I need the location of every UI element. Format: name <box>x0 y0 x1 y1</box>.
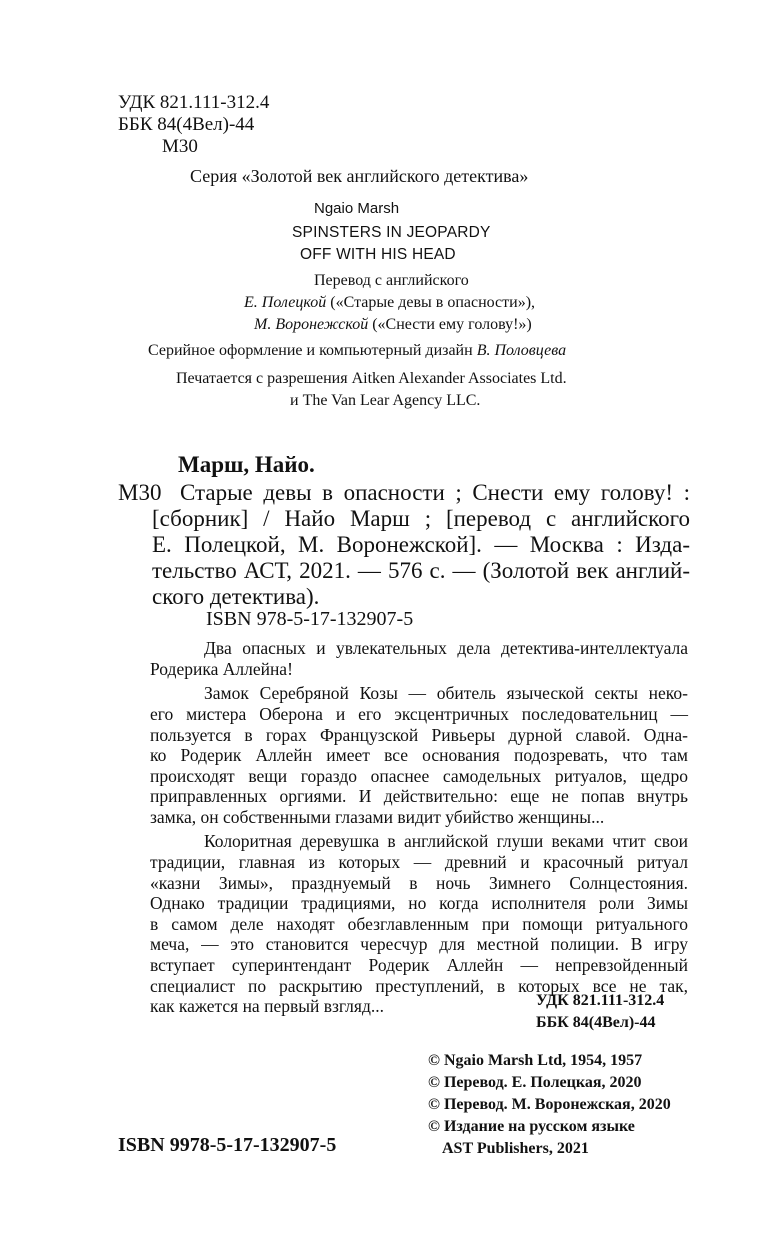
annotation-p2-first <box>204 683 688 704</box>
copyright-line-5: AST Publishers, 2021 <box>442 1140 589 1157</box>
translation-credit-2 <box>254 316 532 334</box>
permission-line-1: Печатается с разрешения Aitken Alexander Associates Ltd. <box>176 370 567 387</box>
card-author: Марш, Найо. <box>178 452 315 477</box>
annotation-p2-line-4: ко Родерик Аллейн имеет все основания подозревать, что там <box>150 745 688 766</box>
translation-credit-1 <box>244 294 535 312</box>
annotation-p2-line-6: приправленных оргиями. И действительно: еще не попав внутрь <box>150 786 688 807</box>
annotation-p3-line-4: Однако традиции традициями, но когда исполнителя роли Зимы <box>150 893 688 914</box>
translation-heading: Перевод с английского <box>314 272 469 289</box>
card-line-5: ского детектива). <box>152 584 320 609</box>
translator-1-work: («Старые девы в опасности»), <box>326 294 536 311</box>
card-code: М30 <box>118 480 162 505</box>
designer-name: В. Половцева <box>476 342 567 359</box>
author-mark-top: М30 <box>162 136 198 157</box>
annotation-p3-line-8: специалист по раскрытию преступлений, в которых все не так, <box>150 975 688 996</box>
annotation-p3-line-1: Колоритная деревушка в английской глуши веками чтит свои <box>204 831 688 851</box>
annotation-p3-line-7: вступает суперинтендант Родерик Аллейн — непревзойденный <box>150 954 688 975</box>
annotation-p2-rest <box>150 704 688 828</box>
original-author: Ngaio Marsh <box>314 200 400 217</box>
copyright-block <box>428 1050 671 1160</box>
translator-1-name: Е. Полецкой <box>244 294 327 311</box>
card-description <box>180 480 690 506</box>
annotation-p3-line-3: «казни Зимы», празднуемый в ночь Зимнего Солнцестояния. <box>150 872 688 893</box>
card-line-2: [сборник] / Найо Марш ; [перевод с английского <box>152 506 690 531</box>
copyright-line-2: © Перевод. Е. Полецкая, 2020 <box>428 1074 642 1091</box>
bbk-code-top: ББК 84(4Вел)-44 <box>118 114 255 135</box>
design-credit <box>148 342 566 360</box>
copyright-line-4: © Издание на русском языке <box>428 1118 635 1135</box>
card-line-3: Е. Полецкой, М. Воронежской]. — Москва : Изда- <box>152 532 690 557</box>
udk-code-bottom: УДК 821.111-312.4 <box>536 992 665 1009</box>
permission-line-2: и The Van Lear Agency LLC. <box>290 392 481 409</box>
bbk-code-bottom: ББК 84(4Вел)-44 <box>536 1014 656 1031</box>
annotation-p1-rest <box>150 659 688 680</box>
card-description-rest <box>152 506 690 610</box>
isbn-bottom: ISBN 9978-5-17-132907-5 <box>118 1134 337 1156</box>
udk-code-top: УДК 821.111-312.4 <box>118 92 270 113</box>
annotation-p3-line-6: меча, — это становится чересчур для местной полиции. В игру <box>150 934 688 955</box>
annotation-p3-first <box>204 831 688 852</box>
annotation-p2-line-2: его мистера Оберона и его эксцентричных последовательниц — <box>150 704 688 724</box>
annotation-p2-line-7: замка, он собственными глазами видит убийство женщины... <box>150 806 605 827</box>
series-line: Серия «Золотой век английского детектива» <box>190 166 529 186</box>
annotation-p3-line-9: как кажется на первый взгляд... <box>150 996 384 1017</box>
annotation-p2-line-5: происходят вещи гораздо опаснее самодельных ритуалов, щедро <box>150 765 688 786</box>
annotation-p1-line-2: Родерика Аллейна! <box>150 659 293 679</box>
design-label: Серийное оформление и компьютерный дизайн <box>148 342 477 359</box>
card-line-1: Старые девы в опасности ; Снести ему голову! : <box>180 480 690 505</box>
annotation-p3-line-5: в самом деле находят обезглавленным при помощи ритуального <box>150 913 688 934</box>
translator-2-work: («Снести ему голову!») <box>368 316 532 333</box>
annotation-p3-line-2: традиции, главная из которых — древний и красочный ритуал <box>150 852 688 872</box>
card-isbn: ISBN 978-5-17-132907-5 <box>206 608 414 630</box>
annotation-p1-first <box>204 638 688 659</box>
translator-2-name: М. Воронежской <box>254 316 369 333</box>
original-title-2: OFF WITH HIS HEAD <box>300 246 456 263</box>
original-title-1: SPINSTERS IN JEOPARDY <box>292 224 491 241</box>
card-line-4: тельство АСТ, 2021. — 576 с. — (Золотой век англий- <box>152 558 690 583</box>
annotation-p2-line-1: Замок Серебряной Козы — обитель языческой секты неко- <box>204 683 688 703</box>
annotation-p1-line-1: Два опасных и увлекательных дела детектива-интеллектуала <box>204 638 688 658</box>
copyright-line-1: © Ngaio Marsh Ltd, 1954, 1957 <box>428 1052 643 1069</box>
copyright-line-3: © Перевод. М. Воронежская, 2020 <box>428 1096 671 1113</box>
annotation-p2-line-3: пользуется в горах Французской Ривьеры дурной славой. Одна- <box>150 724 688 745</box>
